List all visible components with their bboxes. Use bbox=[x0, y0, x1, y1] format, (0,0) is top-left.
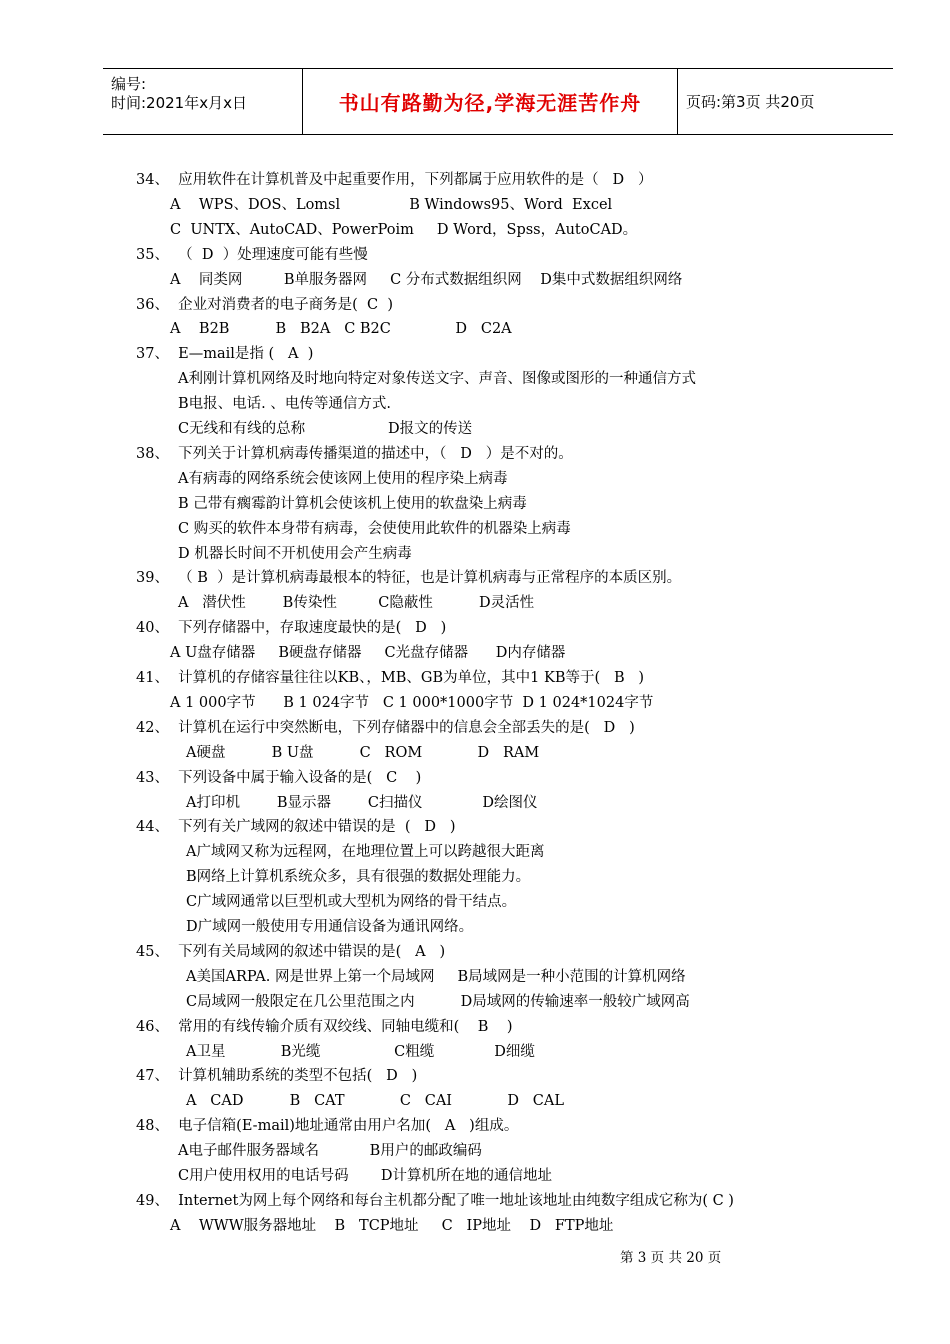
question-text: 43、 下列设备中属于输入设备的是( C ) bbox=[136, 769, 422, 786]
question-text: 46、 常用的有线传输介质有双绞线、同轴电缆和( B ) bbox=[136, 1018, 513, 1035]
answer-options: B电报、电话. 、电传等通信方式. bbox=[178, 396, 391, 413]
header-meta-cell bbox=[103, 69, 303, 134]
answer-options: A WPS、DOS、Lomsl B Windows95、Word Excel bbox=[170, 196, 613, 213]
answer-options: A电子邮件服务器域名 B用户的邮政编码 bbox=[178, 1143, 482, 1160]
answer-options: A硬盘 B U盘 C ROM D RAM bbox=[186, 744, 540, 761]
question-text: 39、 （ B ）是计算机病毒最根本的特征，也是计算机病毒与正常程序的本质区别。 bbox=[136, 570, 682, 587]
question-text: 35、 （ D ）处理速度可能有些慢 bbox=[136, 246, 368, 263]
answer-options: A WWW服务器地址 B TCP地址 C IP地址 D FTP地址 bbox=[170, 1217, 614, 1234]
answer-options: A利刚计算机网络及时地向特定对象传送文字、声音、图像或图形的一种通信方式 bbox=[178, 371, 696, 388]
page-footer: 第 3 页 共 20 页 bbox=[620, 1250, 722, 1266]
answer-options: A有病毒的网络系统会使该网上使用的程序染上病毒 bbox=[178, 470, 508, 487]
header-page-info: 页码:第3页 共20页 bbox=[686, 93, 815, 111]
answer-options: A B2B B B2A C B2C D C2A bbox=[170, 321, 512, 338]
question-text: 40、 下列存储器中，存取速度最快的是( D ) bbox=[136, 620, 447, 637]
answer-options: C局域网一般限定在几公里范围之内 D局域网的传输速率一般较广域网高 bbox=[186, 993, 690, 1010]
question-text: 41、 计算机的存储容量往往以KB、，MB、GB为单位，其中1 KB等于( B ) bbox=[136, 670, 645, 686]
answer-options: A广域网又称为远程网，在地理位置上可以跨越很大距离 bbox=[186, 844, 545, 861]
question-text: 38、 下列关于计算机病毒传播渠道的描述中，（ D ）是不对的。 bbox=[136, 445, 573, 462]
header-page-cell bbox=[678, 69, 893, 134]
answer-options: C广域网通常以巨型机或大型机为网络的骨干结点。 bbox=[186, 894, 517, 911]
question-text: 47、 计算机辅助系统的类型不包括( D ) bbox=[136, 1068, 418, 1085]
question-text: 48、 电子信箱(E-mail)地址通常由用户名加( A )组成。 bbox=[136, 1118, 519, 1135]
header-motto: 书山有路勤为径,学海无涯苦作舟 bbox=[338, 91, 642, 115]
answer-options: A U盘存储器 B硬盘存储器 C光盘存储器 D内存储器 bbox=[170, 645, 566, 662]
answer-options: B 己带有瘸霉韵计算机会使该机上使用的软盘染上病毒 bbox=[178, 495, 527, 512]
question-text: 44、 下列有关广域网的叙述中错误的是 ( D ) bbox=[136, 819, 456, 836]
question-text: 49、 Internet为网上每个网络和每台主机都分配了唯一地址该地址由纯数字组成它称为( C ) bbox=[136, 1192, 734, 1209]
answer-options: C UNTX、AutoCAD、PowerPoim D Word，Spss，AutoCAD。 bbox=[170, 221, 638, 238]
question-text: 34、 应用软件在计算机普及中起重要作用，下列都属于应用软件的是（ D ） bbox=[136, 172, 653, 188]
document-time-label: 时间:2021年x月x日 bbox=[111, 94, 247, 112]
answer-options: B网络上计算机系统众多，具有很强的数据处理能力。 bbox=[186, 869, 531, 886]
answer-options: A 1 000字节 B 1 024字节 C 1 000*1000字节 D 1 024*1024字节 bbox=[170, 694, 654, 711]
page-header bbox=[103, 68, 893, 135]
answer-options: D 机器长时间不开机使用会产生病毒 bbox=[178, 545, 412, 562]
answer-options: A CAD B CAT C CAI D CAL bbox=[186, 1093, 564, 1110]
question-text: 45、 下列有关局域网的叙述中错误的是( A ) bbox=[136, 943, 446, 960]
header-motto-cell bbox=[303, 69, 678, 134]
answer-options: C无线和有线的总称 D报文的传送 bbox=[178, 421, 473, 437]
answer-options: A美国ARPA. 网是世界上第一个局域网 B局域网是一种小范围的计算机网络 bbox=[186, 968, 686, 985]
question-text: 36、 企业对消费者的电子商务是( C ) bbox=[136, 296, 394, 313]
answer-options: A 同类网 B单服务器网 C 分布式数据组织网 D集中式数据组织网络 bbox=[170, 271, 683, 288]
answer-options: A 潜伏性 B传染性 C隐蔽性 D灵活性 bbox=[178, 595, 535, 612]
answer-options: A卫星 B光缆 C粗缆 D细缆 bbox=[186, 1043, 535, 1060]
document-number-label: 编号: bbox=[111, 75, 147, 93]
answer-options: C用户使用权用的电话号码 D计算机所在地的通信地址 bbox=[178, 1168, 552, 1184]
answer-options: C 购买的软件本身带有病毒，会使使用此软件的机器染上病毒 bbox=[178, 520, 571, 537]
answer-options: A打印机 B显示器 C扫描仪 D绘图仪 bbox=[186, 794, 538, 811]
answer-options: D广域网一般使用专用通信设备为通讯网络。 bbox=[186, 919, 474, 935]
question-text: 42、 计算机在运行中突然断电，下列存储器中的信息会全部丢失的是( D ) bbox=[136, 719, 635, 736]
question-text: 37、 E—mail是指 ( A ) bbox=[136, 346, 314, 363]
